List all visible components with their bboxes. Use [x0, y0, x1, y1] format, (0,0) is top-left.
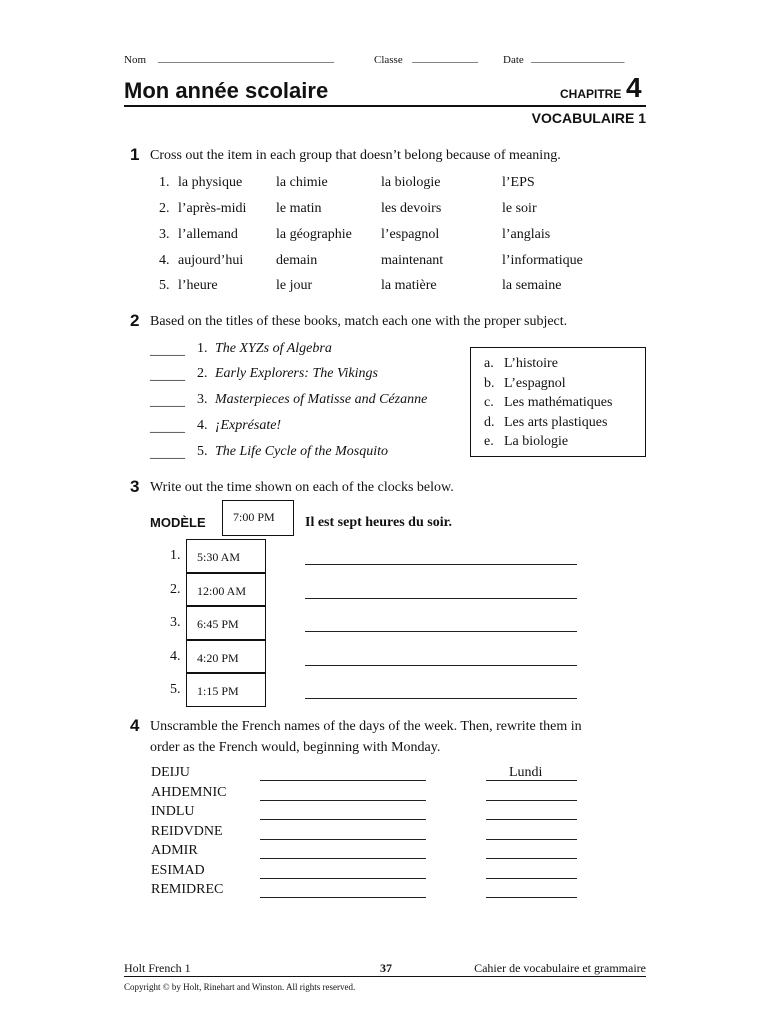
- vocab-item[interactable]: la semaine: [502, 278, 562, 293]
- footer-book: Holt French 1: [124, 961, 191, 975]
- item-number: 3.: [159, 227, 170, 242]
- exercise-1-instruction: Cross out the item in each group that doesn’t belong because of meaning.: [150, 148, 561, 163]
- time-answer-line[interactable]: [305, 665, 577, 666]
- vocab-item[interactable]: demain: [276, 253, 318, 268]
- option-letter: d.: [484, 414, 495, 430]
- footer-rule: [124, 976, 646, 977]
- unscramble-line[interactable]: [260, 780, 426, 781]
- nom-label: Nom: [124, 54, 146, 66]
- scrambled-word: REIDVDNE: [151, 823, 223, 839]
- vocab-item[interactable]: la matière: [381, 278, 437, 293]
- book-number: 3.: [197, 392, 208, 407]
- clock-number: 4.: [170, 648, 181, 664]
- vocab-item[interactable]: la biologie: [381, 175, 441, 190]
- order-line[interactable]: [486, 878, 577, 879]
- vocab-item[interactable]: l’informatique: [502, 253, 583, 268]
- vocab-item[interactable]: le jour: [276, 278, 313, 293]
- scrambled-word: DEIJU: [151, 765, 190, 780]
- clock-time: 6:45 PM: [197, 617, 239, 631]
- book-title: ¡Exprésate!: [215, 418, 282, 433]
- option-subject: La biologie: [504, 434, 569, 449]
- scrambled-word: INDLU: [151, 804, 195, 819]
- book-number: 1.: [197, 341, 208, 356]
- clock-box: [186, 640, 266, 674]
- item-number: 5.: [159, 278, 170, 293]
- clock-number: 1.: [170, 548, 181, 563]
- clock-number: 3.: [170, 615, 181, 630]
- clock-number: 2.: [170, 581, 181, 597]
- chapitre-number: 4: [626, 72, 642, 103]
- day-answer-first: Lundi: [509, 765, 543, 780]
- option-subject: L’histoire: [504, 356, 558, 371]
- vocab-item[interactable]: maintenant: [381, 253, 444, 268]
- book-title: Masterpieces of Matisse and Cézanne: [215, 392, 428, 407]
- scrambled-word: REMIDREC: [151, 882, 224, 897]
- clock-box: [186, 673, 266, 707]
- vocab-item[interactable]: l’après-midi: [178, 201, 247, 216]
- exercise-4-instruction-line1: Unscramble the French names of the days of the week. Then, rewrite them in: [150, 719, 582, 734]
- date-label: Date: [503, 54, 524, 66]
- unscramble-line[interactable]: [260, 897, 426, 898]
- answer-blank[interactable]: _____: [150, 394, 185, 409]
- subject-options-box: [470, 347, 646, 457]
- order-line[interactable]: [486, 819, 577, 820]
- nom-field[interactable]: ________________________________: [158, 52, 334, 64]
- unscramble-line[interactable]: [260, 819, 426, 820]
- vocab-item[interactable]: aujourd’hui: [178, 253, 244, 268]
- option-letter: b.: [484, 375, 495, 391]
- scrambled-word: ESIMAD: [151, 862, 205, 878]
- date-field[interactable]: _________________: [531, 52, 625, 64]
- footer-workbook: Cahier de vocabulaire et grammaire: [474, 961, 646, 975]
- option-letter: e.: [484, 434, 494, 449]
- item-number: 1.: [159, 175, 170, 190]
- item-number: 2.: [159, 201, 170, 216]
- classe-label: Classe: [374, 54, 403, 66]
- clock-box: [186, 606, 266, 640]
- vocab-item[interactable]: l’allemand: [178, 227, 238, 242]
- exercise-2-number: 2: [130, 311, 140, 330]
- answer-blank[interactable]: _____: [150, 368, 185, 383]
- vocab-item[interactable]: le soir: [502, 201, 537, 216]
- clock-number: 5.: [170, 682, 181, 697]
- option-letter: a.: [484, 356, 494, 371]
- clock-time: 1:15 PM: [197, 684, 239, 698]
- vocab-item[interactable]: l’anglais: [502, 227, 551, 242]
- vocab-item[interactable]: la physique: [178, 175, 243, 190]
- vocab-item[interactable]: la géographie: [276, 227, 352, 242]
- unscramble-line[interactable]: [260, 800, 426, 801]
- order-line[interactable]: [486, 858, 577, 859]
- time-answer-line[interactable]: [305, 698, 577, 699]
- time-answer-line[interactable]: [305, 598, 577, 599]
- book-number: 5.: [197, 444, 208, 459]
- exercise-2-instruction: Based on the titles of these books, match each one with the proper subject.: [150, 314, 568, 329]
- model-clock-time: 7:00 PM: [233, 510, 275, 524]
- book-title: Early Explorers: The Vikings: [215, 366, 378, 381]
- exercise-3-number: 3: [130, 477, 140, 496]
- model-answer: Il est sept heures du soir.: [305, 515, 453, 530]
- page-title: Mon année scolaire: [124, 78, 329, 103]
- answer-blank[interactable]: _____: [150, 446, 185, 461]
- order-line[interactable]: [486, 800, 577, 801]
- clock-time: 4:20 PM: [197, 650, 239, 665]
- unscramble-line[interactable]: [260, 858, 426, 859]
- exercise-4-number: 4: [130, 716, 140, 735]
- model-clock: [222, 500, 294, 536]
- copyright: Copyright © by Holt, Rinehart and Winston. All rights reserved.: [124, 982, 356, 992]
- vocab-item[interactable]: le matin: [276, 201, 322, 216]
- exercise-1-number: 1: [130, 145, 140, 164]
- vocab-item[interactable]: les devoirs: [381, 201, 442, 216]
- clock-time: 5:30 AM: [197, 550, 241, 564]
- scrambled-word: AHDEMNIC: [151, 784, 227, 800]
- unscramble-line[interactable]: [260, 878, 426, 879]
- vocab-item[interactable]: l’EPS: [502, 175, 535, 190]
- book-title: The Life Cycle of the Mosquito: [215, 444, 389, 459]
- option-subject: Les arts plastiques: [504, 414, 608, 430]
- order-line[interactable]: [486, 839, 577, 840]
- time-answer-line[interactable]: [305, 564, 577, 565]
- book-number: 2.: [197, 366, 208, 381]
- option-subject: Les mathématiques: [504, 395, 613, 410]
- item-number: 4.: [159, 253, 170, 268]
- vocab-item[interactable]: l’espagnol: [381, 227, 440, 242]
- scrambled-word: ADMIR: [151, 843, 198, 858]
- time-answer-line[interactable]: [305, 631, 577, 632]
- order-line[interactable]: [486, 897, 577, 898]
- book-title: The XYZs of Algebra: [215, 341, 332, 356]
- unscramble-line[interactable]: [260, 839, 426, 840]
- classe-field[interactable]: ____________: [412, 52, 478, 64]
- clock-box: [186, 573, 266, 607]
- header-rule: [124, 105, 646, 107]
- clock-time: 12:00 AM: [197, 583, 247, 598]
- section-label: VOCABULAIRE 1: [531, 110, 646, 126]
- exercise-3-instruction: Write out the time shown on each of the clocks below.: [150, 480, 454, 495]
- model-label: MODÈLE: [150, 515, 206, 530]
- answer-blank[interactable]: _____: [150, 343, 185, 358]
- vocab-item[interactable]: l’heure: [178, 278, 218, 293]
- chapitre-label: CHAPITRE: [560, 87, 622, 101]
- exercise-4-instruction-line2: order as the French would, beginning with Monday.: [150, 740, 441, 755]
- vocab-item[interactable]: la chimie: [276, 175, 328, 190]
- clock-box: [186, 539, 266, 573]
- footer-page-number: 37: [380, 961, 392, 975]
- option-subject: L’espagnol: [504, 375, 566, 391]
- option-letter: c.: [484, 395, 494, 410]
- answer-blank[interactable]: _____: [150, 420, 185, 435]
- book-number: 4.: [197, 418, 208, 433]
